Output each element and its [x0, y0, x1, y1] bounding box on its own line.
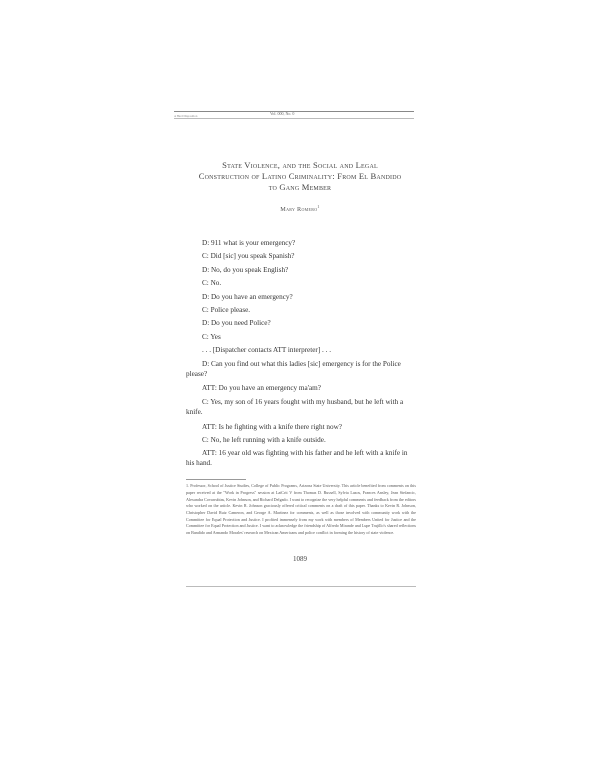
dialogue-line: C: No, he left running with a knife outside.: [202, 435, 326, 444]
dialogue-line: D: No, do you speak English?: [202, 265, 289, 274]
dialogue-line: C: Did [sic] you speak Spanish?: [202, 252, 295, 261]
dialogue-line: C: Yes, my son of 16 years fought with my husband, but he left with a knife.: [186, 397, 404, 416]
dialogue-line: D: 911 what is your emergency?: [202, 239, 296, 247]
header-rule-bottom: [174, 118, 414, 119]
author-footnote-mark: 1: [317, 204, 320, 209]
dialogue-line: D: Can you find out what this ladies [sic] emergency is for the Police please?: [186, 359, 401, 378]
article-title: State Violence, and the Social and Legal Construction of Latino Criminality: From El Bandido to Gang Member: [198, 160, 402, 192]
footnote-rule: [186, 479, 246, 480]
dialogue-line: D: Do you need Police?: [202, 319, 271, 328]
page-number: 1089: [293, 555, 307, 563]
bottom-rule: [186, 586, 416, 587]
footnote: 1. Professor, School of Justice Studies, College of Public Programs, Arizona State University. This article benefited from comments on this paper received at the "Work in Progress" session at LatCrit V from Thomas D. Russell, Sylvia Lazos, Frances Ansley, Jean Stefancic, Alexandra Covarrubias, Kevin Johnson, and Richard Delgado. I want to recognize the very helpful comments and feedback from the editors who worked on the article. Kevin R. Johnson graciously offered critical comments on a draft of this paper. Thanks to Kevin R. Johnson, Christopher David Ruiz Cameron, and George A. Martinez for comments, as well as those involved with community work with the Committee for Equal Protection and Justice. I profited immensely from my work with members of Members United for Justice and the Committee for Equal Protection and Justice. I want to acknowledge the friendship of Alfredo Mirande and Lupe Trujillo's shared reflections on Bandido and Armando Morales' research on Mexican Americans and police conflict in forming the history of state violence.: [186, 483, 416, 536]
dialogue-line: . . . [Dispatcher contacts ATT interpreter] . . .: [202, 346, 331, 355]
dialogue-line: C: No.: [202, 279, 222, 288]
dialogue-line: ATT: Do you have an emergency ma'am?: [202, 384, 321, 393]
author-name: Mary Romero: [280, 206, 318, 214]
dialogue-line: D: Do you have an emergency?: [202, 292, 293, 301]
dialogue-line: C: Police please.: [202, 306, 251, 314]
dialogue-line: C: Yes: [202, 332, 221, 341]
article-author: [200, 204, 400, 213]
header-meta: A Hard Disposition: [174, 114, 198, 118]
dialogue-line: ATT: Is he fighting with a knife there right now?: [202, 422, 342, 431]
dialogue-line: ATT: 16 year old was fighting with his father and he left with a knife in his hand.: [186, 449, 408, 468]
running-head: Vol. 000, No. 0: [270, 111, 295, 116]
